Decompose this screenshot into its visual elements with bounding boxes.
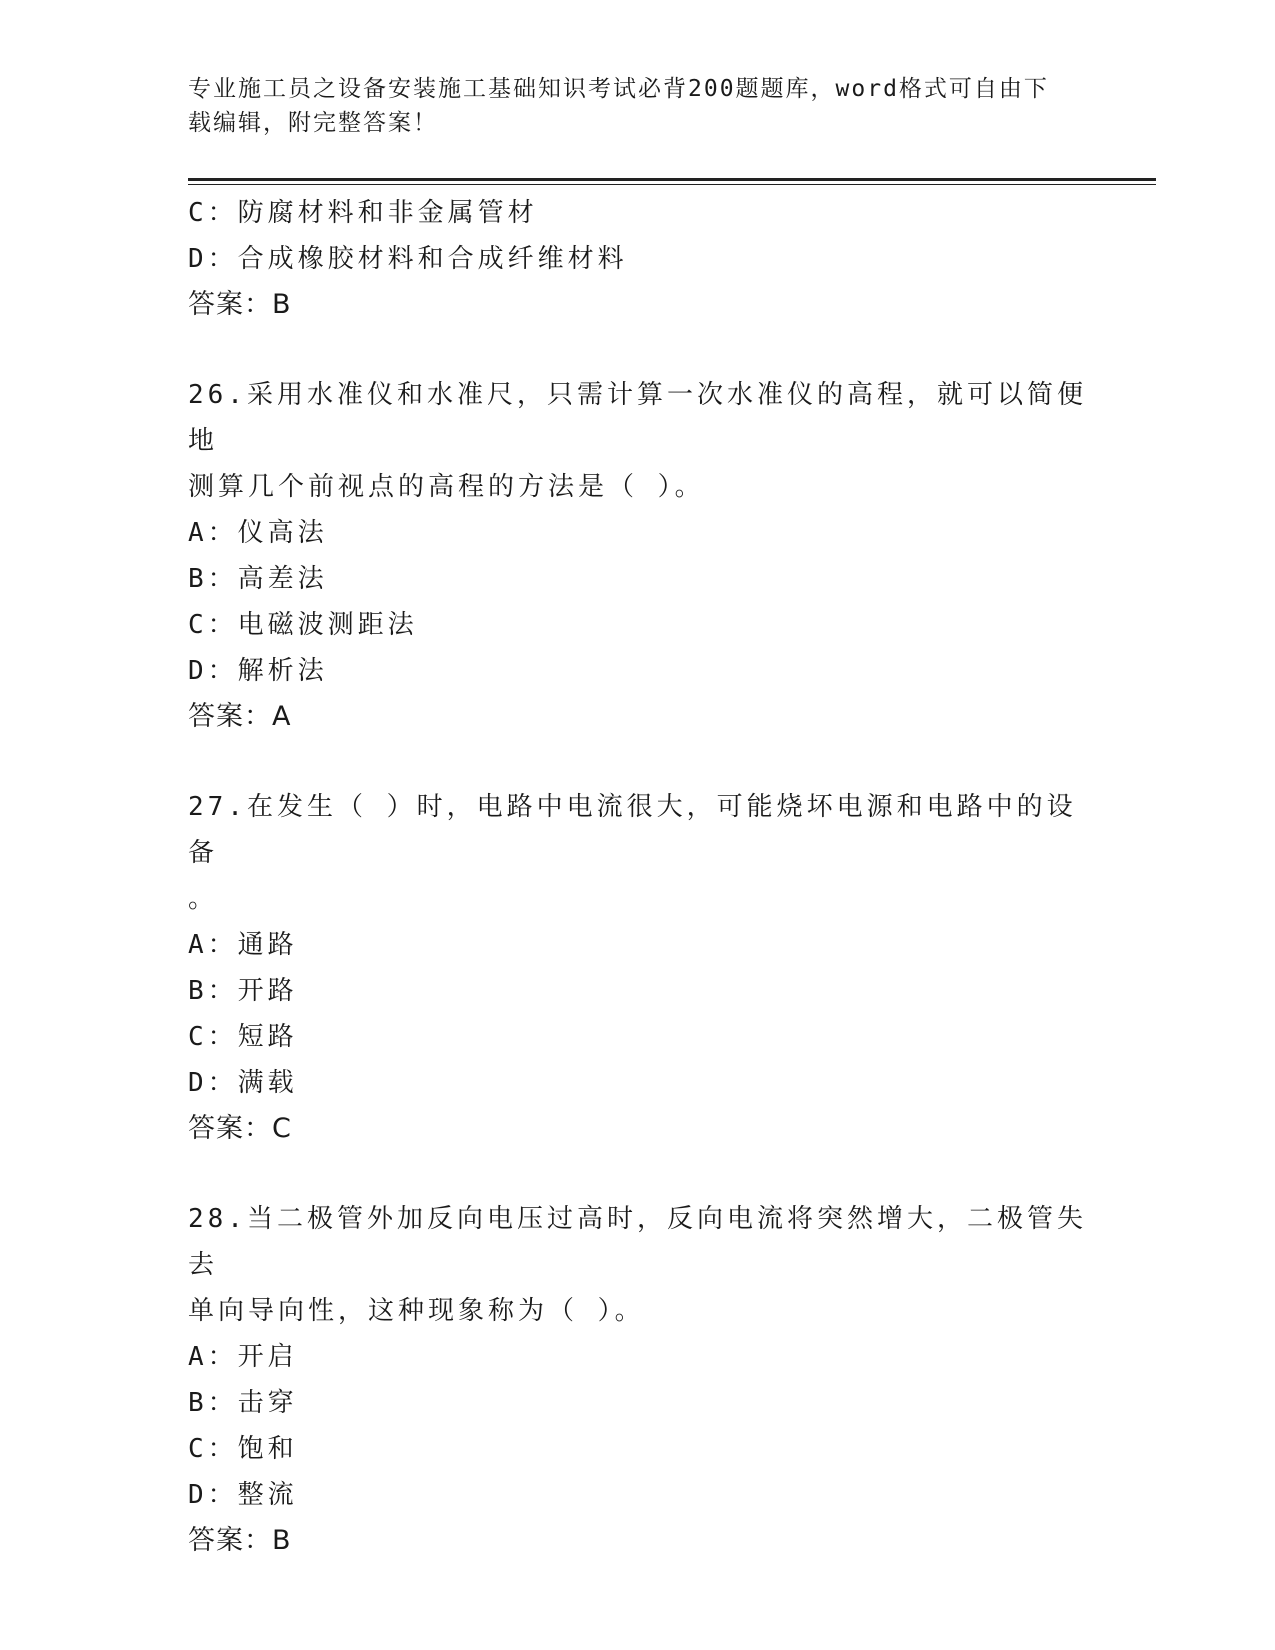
answer-line: 答案：C	[188, 1113, 292, 1144]
question-stem-line: 测算几个前视点的高程的方法是（ ）。	[188, 472, 705, 502]
option-c: C：饱和	[188, 1434, 298, 1464]
option-d: D：满载	[188, 1068, 298, 1098]
prev-question-tail	[188, 190, 1088, 328]
question-26	[188, 372, 1088, 740]
question-stem-line: 26.采用水准仪和水准尺，只需计算一次水准仪的高程，就可以简便地	[188, 380, 1087, 456]
option-a: A：通路	[188, 930, 298, 960]
question-stem-line: 单向导向性，这种现象称为（ ）。	[188, 1296, 645, 1326]
question-stem-line: 。	[188, 884, 219, 914]
option-d: D：解析法	[188, 656, 328, 686]
document-body	[188, 190, 1088, 1564]
question-stem-line: 28.当二极管外加反向电压过高时，反向电流将突然增大，二极管失去	[188, 1204, 1087, 1280]
answer-line: 答案：B	[188, 1525, 292, 1556]
answer-line: 答案：B	[188, 289, 292, 320]
header-rule-thick	[188, 178, 1156, 181]
header-rule-thin	[188, 184, 1156, 185]
option-a: A：开启	[188, 1342, 298, 1372]
option-b: B：开路	[188, 976, 298, 1006]
document-header: 专业施工员之设备安装施工基础知识考试必背200题题库，word格式可自由下载编辑，附完整答案！	[188, 76, 1049, 136]
option-c: C：电磁波测距法	[188, 610, 418, 640]
option-d: D：整流	[188, 1480, 298, 1510]
option-b: B：高差法	[188, 564, 328, 594]
option-c: C：防腐材料和非金属管材	[188, 198, 538, 228]
question-stem-line: 27.在发生（ ）时，电路中电流很大，可能烧坏电源和电路中的设备	[188, 792, 1077, 868]
answer-line: 答案：A	[188, 701, 292, 732]
question-27	[188, 784, 1088, 1152]
option-c: C：短路	[188, 1022, 298, 1052]
option-a: A：仪高法	[188, 518, 328, 548]
option-b: B：击穿	[188, 1388, 298, 1418]
question-28	[188, 1196, 1088, 1564]
option-d: D：合成橡胶材料和合成纤维材料	[188, 244, 628, 274]
